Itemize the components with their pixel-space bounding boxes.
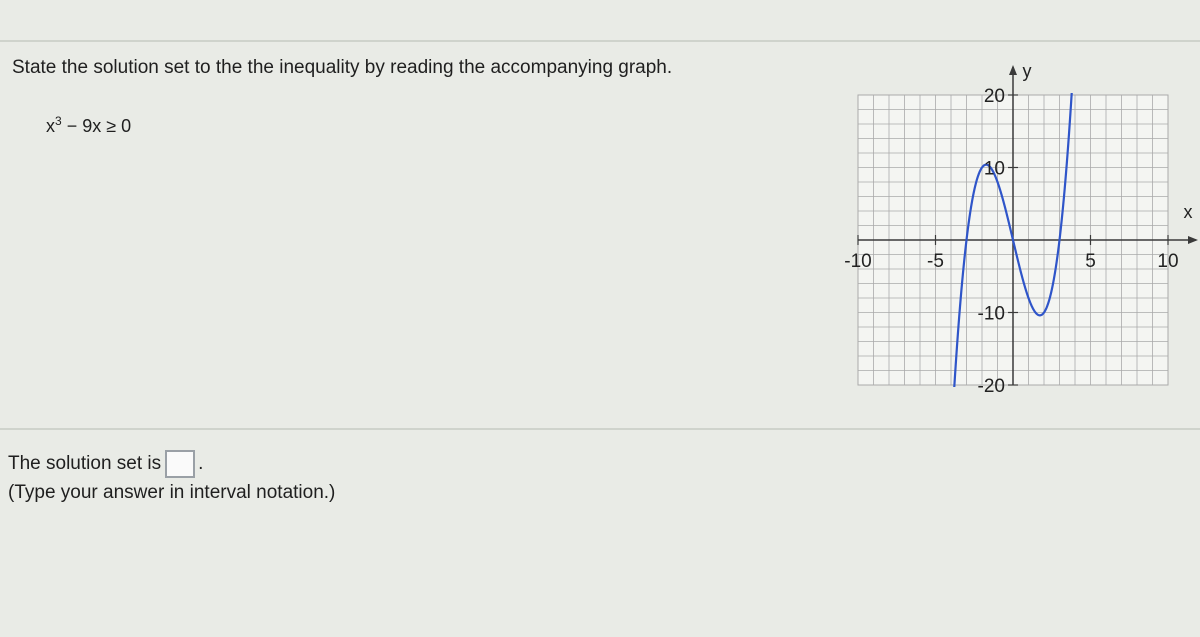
answer-hint: (Type your answer in interval notation.): [8, 482, 336, 503]
bottom-divider: [0, 428, 1200, 430]
question-text: State the solution set to the the inequality by reading the accompanying graph.: [12, 57, 673, 78]
x-axis-label: x: [1183, 202, 1193, 222]
answer-suffix: .: [198, 453, 204, 474]
y-axis-label: y: [1022, 61, 1032, 81]
answer-input[interactable]: [165, 450, 195, 478]
inequality-expression: [46, 114, 131, 137]
y-tick-label: 20: [983, 86, 1005, 107]
x-tick-label: -10: [844, 251, 872, 272]
x-tick-label: -5: [927, 251, 944, 272]
top-divider: [0, 40, 1200, 42]
answer-line: [8, 450, 203, 478]
x-tick-label: 10: [1157, 251, 1179, 272]
function-graph: [830, 55, 1200, 400]
y-tick-label: 10: [983, 158, 1005, 180]
y-axis-arrow: [1009, 65, 1017, 75]
y-tick-label: -20: [977, 376, 1005, 397]
inequality-base: x: [46, 116, 55, 136]
x-axis-arrow: [1188, 236, 1198, 244]
inequality-rest: − 9x ≥ 0: [61, 116, 132, 136]
y-tick-label: -10: [977, 303, 1005, 325]
x-tick-label: 5: [1085, 251, 1096, 272]
answer-prefix: The solution set is: [8, 453, 162, 474]
inequality-exponent: 3: [55, 114, 62, 128]
